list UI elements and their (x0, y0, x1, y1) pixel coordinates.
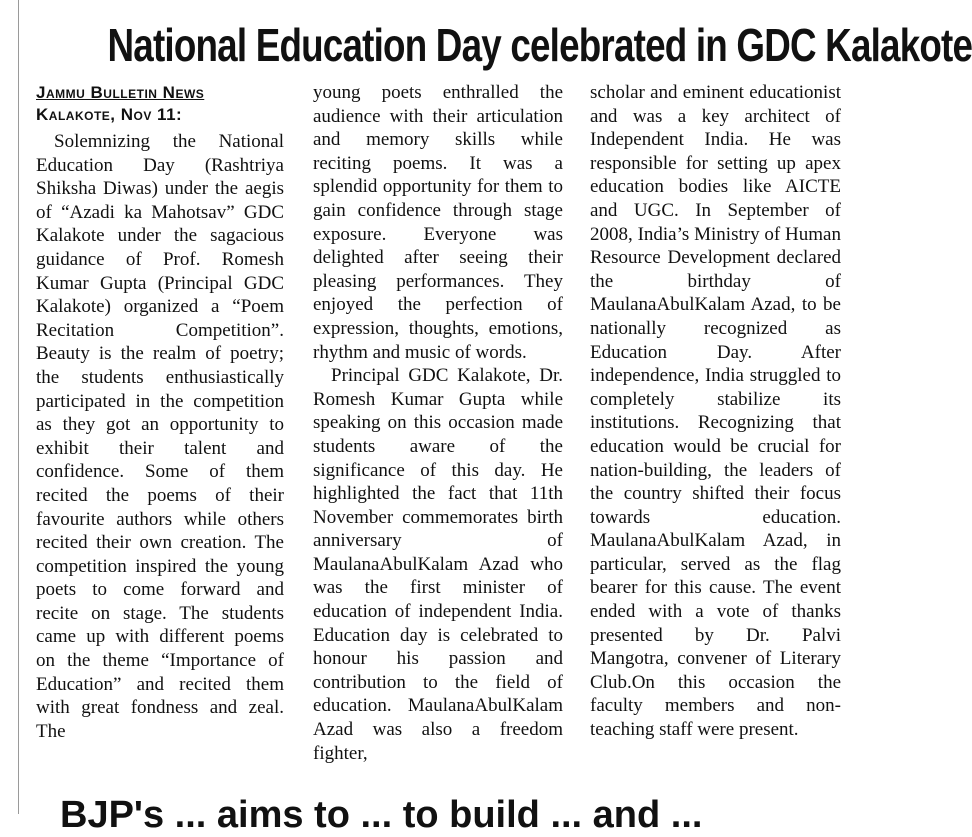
article-paragraph: scholar and eminent educationist and was a key architect of Independent India. He was responsible for setting up apex education bodies like AICTE and UGC. In September of 2008, India’s Ministry of Human Resource Development declared the birthday of MaulanaAbulKalam Azad, to be nationally recognized as Education Day. After independence, India struggled to completely stabilize its institutions. Recognizing that education would be crucial for nation-building, the leaders of the country shifted their focus towards education. MaulanaAbulKalam Azad, in particular, served as the flag bearer for this cause. The event ended with a vote of thanks presented by Dr. Palvi Mangotra, convener of Literary Club.On this occasion the faculty members and non-teaching staff were present. (590, 82, 841, 741)
article-headline: National Education Day celebrated in GDC Kalakote (107, 19, 972, 71)
news-source: Jammu Bulletin News (36, 83, 205, 102)
article-paragraph: Principal GDC Kalakote, Dr. Romesh Kumar Gupta while speaking on this occasion made students aware of the significance of this day. He highlighted the fact that 11th November commemorates birth anniversary of MaulanaAbulKalam Azad who was the first minister of education of independent India. Education day is celebrated to honour his passion and contribution to the field of education. MaulanaAbulKalam Azad was also a freedom fighter, (313, 365, 563, 764)
article-column-1 (36, 130, 284, 743)
article-paragraph: Solemnizing the National Education Day (Rashtriya Shiksha Diwas) under the aegis of “Azadi ka Mahotsav” GDC Kalakote under the sagacious guidance of Prof. Romesh Kumar Gupta (Principal GDC Kalakote) organized a “Poem Recitation Competition”. Beauty is the realm of poetry; the students enthusiastically participated in the competition as they got an opportunity to exhibit their talent and confidence. Some of them recited the poems of their favourite authors while others recited their own creation. The competition inspired the young poets to come forward and recite on stage. The students came up with different poems on the theme “Importance of Education” and recited them with great fondness and zeal. The (36, 131, 284, 742)
dateline: Kalakote, Nov 11: (36, 105, 183, 124)
article-paragraph: young poets enthralled the audience with their articulation and memory skills while reciting poems. It was a splendid opportunity for them to gain confidence through stage exposure. Everyone was delighted after seeing their pleasing performances. They enjoyed the perfection of expression, thoughts, emotions, rhythm and music of words. (313, 82, 563, 363)
next-story-headline-cropped: BJP's ... aims to ... to build ... and ... (60, 794, 703, 836)
article-column-3 (590, 81, 841, 742)
column-divider (18, 0, 19, 814)
article-column-2 (313, 81, 563, 765)
